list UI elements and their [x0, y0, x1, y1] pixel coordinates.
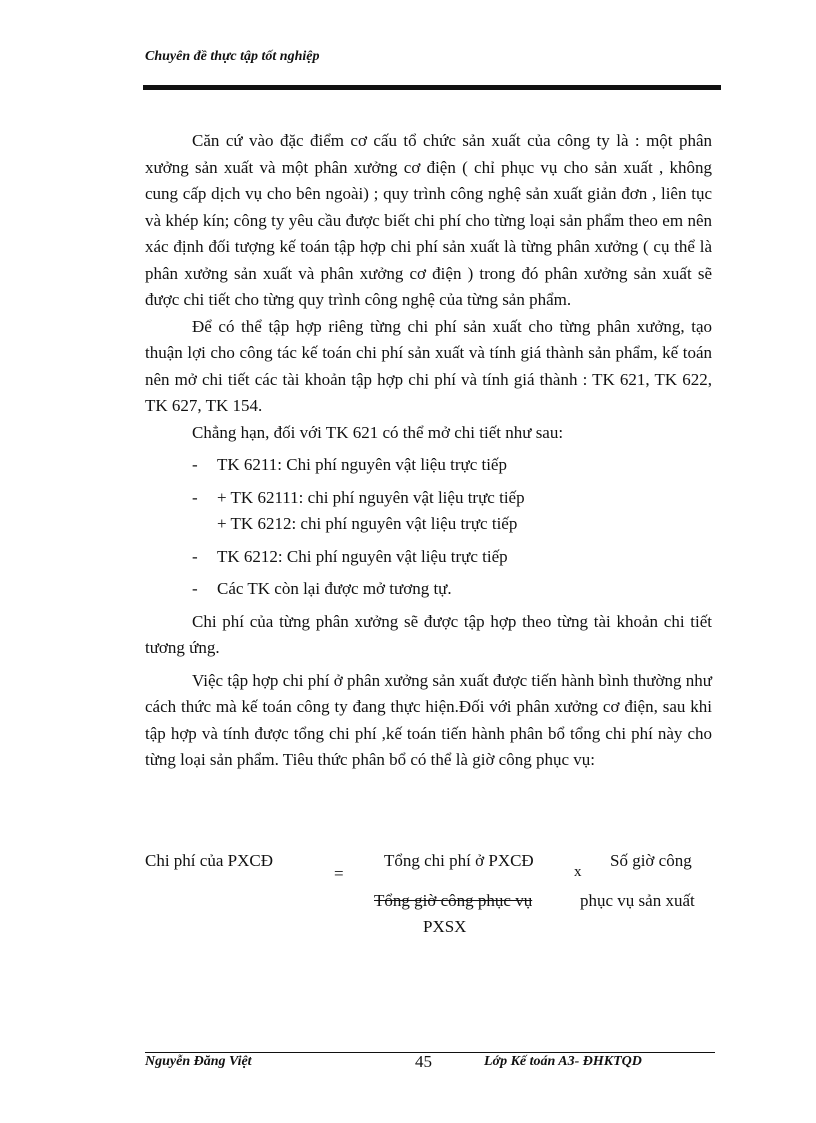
- list-item: [145, 544, 712, 571]
- formula-denominator-line2: PXSX: [423, 917, 467, 936]
- formula-right-bottom: phục vụ sản xuất: [580, 891, 695, 910]
- formula-label: Chi phí của PXCĐ: [145, 851, 273, 870]
- list-item-text: TK 6211: Chi phí nguyên vật liệu trực tiếp: [217, 455, 507, 474]
- list-dash: -: [192, 487, 198, 507]
- footer-class: Lớp Kế toán A3- ĐHKTQD: [484, 1054, 642, 1069]
- paragraph: Chẳng hạn, đối với TK 621 có thể mở chi tiết như sau:: [192, 422, 564, 442]
- list-item-text: + TK 6212: chi phí nguyên vật liệu trực tiếp: [217, 514, 518, 533]
- list-dash: -: [192, 455, 198, 474]
- formula-times: x: [574, 864, 582, 880]
- account-list: [145, 452, 712, 603]
- formula-numerator: Tổng chi phí ở PXCĐ: [384, 851, 534, 870]
- header-rule: [143, 85, 721, 90]
- list-item-text: Các TK còn lại được mở tương tự.: [217, 579, 452, 598]
- body-text: [145, 128, 712, 774]
- list-item: [145, 452, 712, 479]
- list-dash: -: [192, 546, 198, 566]
- paragraph: Để có thể tập hợp riêng từng chi phí sản xuất cho từng phân xưởng, tạo thuận lợi cho công tác kế toán chi phí sản xuất và tính giá thành sản phẩm, kế toán nên mở chi tiết các tài khoản tập hợp chi phí và tính giá thành : TK 621, TK 622, TK 627, TK 154.: [145, 316, 712, 415]
- list-item-text: TK 6212: Chi phí nguyên vật liệu trực tiếp: [217, 546, 508, 566]
- list-item: [145, 485, 712, 538]
- formula-denominator: Tổng giờ công phục vụ: [374, 891, 533, 910]
- list-item-text: + TK 62111: chi phí nguyên vật liệu trực tiếp: [217, 487, 525, 507]
- list-item: [145, 576, 712, 603]
- page-number: 45: [415, 1052, 432, 1071]
- header-title: Chuyên đề thực tập tốt nghiệp: [145, 49, 320, 64]
- paragraph: Chi phí của từng phân xưởng sẽ được tập hợp theo từng tài khoản chi tiết tương ứng.: [145, 611, 712, 657]
- footer-author: Nguyễn Đăng Việt: [145, 1054, 252, 1069]
- paragraph: Căn cứ vào đặc điểm cơ cấu tổ chức sản xuất của công ty là : một phân xưởng sản xuất và một phân xưởng cơ điện ( chỉ phục vụ cho sản xuất , không cung cấp dịch vụ cho bên ngoài) ; quy trình công nghệ sản xuất giản đơn , liên tục và khép kín; công ty yêu cầu được biết chi phí cho từng loại sản phẩm theo em nên xác định đối tượng kế toán tập hợp chi phí sản xuất là từng phân xưởng ( cụ thể là phân xưởng sản xuất và phân xưởng cơ điện ) trong đó phân xưởng sản xuất sẽ được chi tiết cho từng quy trình công nghệ của từng sản phẩm.: [145, 131, 712, 309]
- list-dash: -: [192, 579, 198, 598]
- formula-equals: =: [334, 864, 344, 883]
- formula-right-top: Số giờ công: [610, 851, 692, 870]
- paragraph: Việc tập hợp chi phí ở phân xưởng sản xuất được tiến hành bình thường như cách thức mà kế toán công ty đang thực hiện.Đối với phân xưởng cơ điện, sau khi tập hợp và tính được tổng chi phí ,kế toán tiến hành phân bổ tổng chi phí này cho từng loại sản phẩm. Tiêu thức phân bổ có thể là giờ công phục vụ:: [145, 670, 712, 769]
